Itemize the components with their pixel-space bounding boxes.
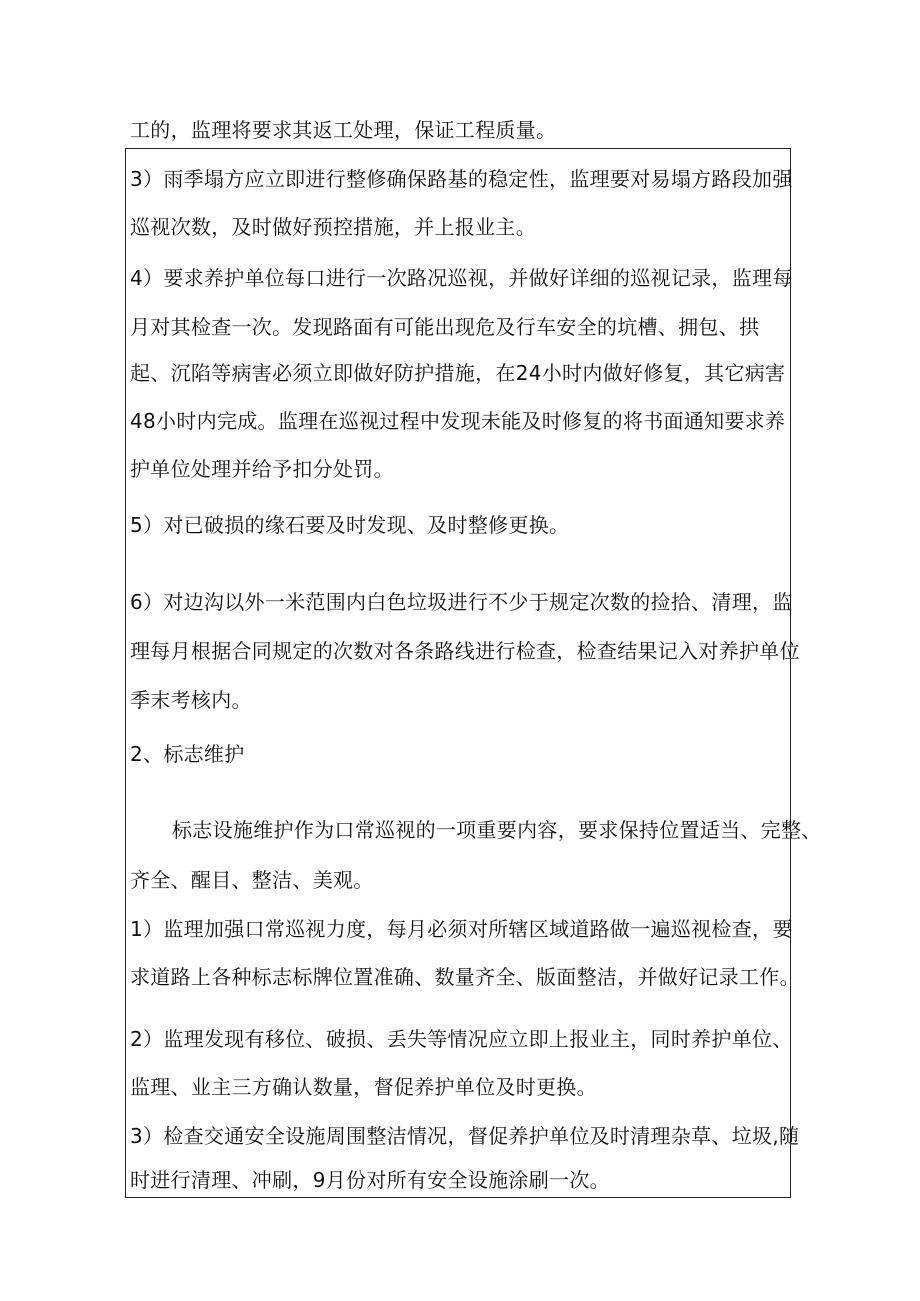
paragraph-intro-line-2: 齐全、醒目、整洁、美观。 bbox=[130, 868, 374, 892]
text-line-3: 巡视次数，及时做好预控措施，并上报业主。 bbox=[130, 215, 536, 239]
text-line-12: 季末考核内。 bbox=[130, 688, 252, 712]
text-line-7: 48小时内完成。监理在巡视过程中发现未能及时修复的将书面通知要求养 bbox=[130, 409, 786, 433]
text-line-2: 3）雨季塌方应立即进行整修确保路基的稳定性，监理要对易塌方路段加强 bbox=[130, 167, 793, 191]
text-line-8: 护单位处理并给予扣分处罚。 bbox=[130, 457, 394, 481]
text-line-5: 月对其检查一次。发现路面有可能出现危及行车安全的坑槽、拥包、拱 bbox=[130, 315, 760, 339]
text-line-6: 起、沉陷等病害必须立即做好防护措施，在24小时内做好修复，其它病害 bbox=[130, 361, 786, 385]
text-line-21: 时进行清理、冲刷，9月份对所有安全设施涂刷一次。 bbox=[130, 1168, 610, 1192]
text-line-4: 4）要求养护单位每口进行一次路况巡视，并做好详细的巡视记录，监理每 bbox=[130, 266, 793, 290]
text-line-18: 2）监理发现有移位、破损、丢失等情况应立即上报业主，同时养护单位、 bbox=[130, 1027, 793, 1051]
text-line-16: 1）监理加强口常巡视力度，每月必须对所辖区域道路做一遍巡视检查，要 bbox=[130, 917, 793, 941]
text-line-11: 理每月根据合同规定的次数对各条路线进行检查，检查结果记入对养护单位 bbox=[130, 639, 800, 663]
paragraph-intro-line-1: 标志设施维护作为口常巡视的一项重要内容，要求保持位置适当、完整、 bbox=[172, 818, 822, 842]
text-line-1: 工的，监理将要求其返工处理，保证工程质量。 bbox=[130, 118, 557, 142]
text-line-20: 3）检查交通安全设施周围整洁情况，督促养护单位及时清理杂草、垃圾,随 bbox=[130, 1124, 800, 1148]
text-line-17: 求道路上各种标志标牌位置准确、数量齐全、版面整洁，并做好记录工作。 bbox=[130, 965, 800, 989]
text-line-9: 5）对已破损的缘石要及时发现、及时整修更换。 bbox=[130, 513, 570, 537]
section-heading: 2、标志维护 bbox=[130, 742, 245, 766]
text-line-10: 6）对边沟以外一米范围内白色垃圾进行不少于规定次数的捡拾、清理，监 bbox=[130, 590, 793, 614]
text-line-19: 监理、业主三方确认数量，督促养护单位及时更换。 bbox=[130, 1075, 597, 1099]
